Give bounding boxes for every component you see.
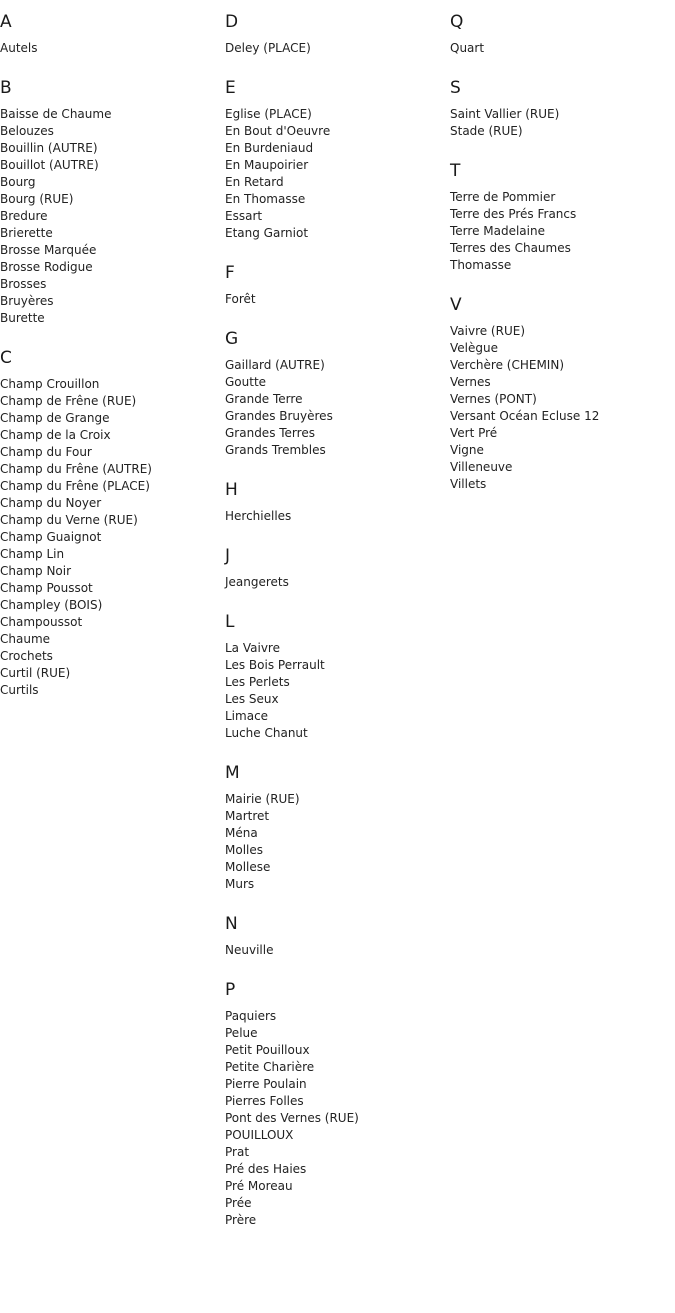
place-link[interactable]: Murs xyxy=(225,877,255,891)
letter-group xyxy=(225,610,450,742)
place-link[interactable]: Champ de Grange xyxy=(0,411,110,425)
place-link[interactable]: Champ Guaignot xyxy=(0,530,102,544)
letter-heading: Q xyxy=(450,12,464,32)
place-link[interactable]: En Burdeniaud xyxy=(225,141,314,155)
place-list xyxy=(450,40,675,57)
place-link[interactable]: Jeangerets xyxy=(225,575,289,589)
place-link[interactable]: Luche Chanut xyxy=(225,726,308,740)
letter-heading: V xyxy=(450,295,462,315)
letter-group xyxy=(225,327,450,459)
place-link[interactable]: Herchielles xyxy=(225,509,292,523)
letter-group xyxy=(225,76,450,242)
place-link[interactable]: Terre Madelaine xyxy=(450,224,545,238)
place-link[interactable]: POUILLOUX xyxy=(225,1128,294,1142)
place-link[interactable]: Versant Océan Ecluse 12 xyxy=(450,409,600,423)
place-link[interactable]: Vigne xyxy=(450,443,484,457)
place-link[interactable]: Pont des Vernes (RUE) xyxy=(225,1111,359,1125)
place-link[interactable]: Deley (PLACE) xyxy=(225,41,311,55)
place-link[interactable]: Velègue xyxy=(450,341,498,355)
place-link[interactable]: Baisse de Chaume xyxy=(0,107,112,121)
place-link[interactable]: Essart xyxy=(225,209,263,223)
place-link[interactable]: Villets xyxy=(450,477,487,491)
place-link[interactable]: Prée xyxy=(225,1196,252,1210)
place-list xyxy=(450,106,675,140)
letter-heading: M xyxy=(225,763,240,783)
place-link[interactable]: Bruyères xyxy=(0,294,54,308)
place-link[interactable]: Terre des Prés Francs xyxy=(450,207,577,221)
place-link[interactable]: Champ de la Croix xyxy=(0,428,111,442)
place-link[interactable]: Autels xyxy=(0,41,38,55)
letter-heading: P xyxy=(225,980,236,1000)
place-link[interactable]: En Maupoirier xyxy=(225,158,309,172)
place-link[interactable]: Champoussot xyxy=(0,615,83,629)
place-link[interactable]: Pelue xyxy=(225,1026,258,1040)
place-link[interactable]: En Thomasse xyxy=(225,192,306,206)
place-link[interactable]: Villeneuve xyxy=(450,460,513,474)
place-link[interactable]: Champ du Frêne (AUTRE) xyxy=(0,462,152,476)
place-link[interactable]: Prat xyxy=(225,1145,250,1159)
index-column-3 xyxy=(450,10,675,512)
place-link[interactable]: Champ Poussot xyxy=(0,581,93,595)
place-link[interactable]: Petite Charière xyxy=(225,1060,315,1074)
place-list xyxy=(225,791,450,893)
place-link[interactable]: Bredure xyxy=(0,209,48,223)
letter-group xyxy=(0,10,225,57)
place-link[interactable]: Brosse Rodigue xyxy=(0,260,93,274)
place-link[interactable]: Champ Crouillon xyxy=(0,377,100,391)
letter-group xyxy=(450,76,675,140)
place-link[interactable]: Petit Pouilloux xyxy=(225,1043,310,1057)
place-link[interactable]: Paquiers xyxy=(225,1009,277,1023)
place-link[interactable]: Grandes Bruyères xyxy=(225,409,333,423)
letter-heading: N xyxy=(225,914,238,934)
letter-group xyxy=(225,912,450,959)
place-link[interactable]: Quart xyxy=(450,41,485,55)
letter-heading: T xyxy=(450,161,461,181)
place-list xyxy=(0,40,225,57)
index-column-2 xyxy=(225,10,450,1248)
letter-heading: B xyxy=(0,78,12,98)
place-link[interactable]: Gaillard (AUTRE) xyxy=(225,358,325,372)
place-link[interactable]: Neuville xyxy=(225,943,274,957)
place-list xyxy=(450,323,675,493)
place-link[interactable]: Goutte xyxy=(225,375,267,389)
place-link[interactable]: Grands Trembles xyxy=(225,443,326,457)
letter-heading: J xyxy=(225,546,231,566)
place-link[interactable]: Bourg (RUE) xyxy=(0,192,74,206)
place-link[interactable]: Grandes Terres xyxy=(225,426,315,440)
place-link[interactable]: Vaivre (RUE) xyxy=(450,324,525,338)
place-link[interactable]: Stade (RUE) xyxy=(450,124,523,138)
place-link[interactable]: Les Perlets xyxy=(225,675,290,689)
place-link[interactable]: Bouillot (AUTRE) xyxy=(0,158,99,172)
place-link[interactable]: Champ du Verne (RUE) xyxy=(0,513,138,527)
letter-group xyxy=(450,293,675,493)
place-link[interactable]: Burette xyxy=(0,311,45,325)
letter-group xyxy=(225,478,450,525)
place-link[interactable]: Champ du Noyer xyxy=(0,496,102,510)
place-link[interactable]: Brosses xyxy=(0,277,47,291)
place-link[interactable]: Les Seux xyxy=(225,692,279,706)
place-list xyxy=(0,106,225,327)
letter-heading: D xyxy=(225,12,239,32)
letter-group xyxy=(0,346,225,699)
place-list xyxy=(225,291,450,308)
place-link[interactable]: Eglise (PLACE) xyxy=(225,107,312,121)
place-link[interactable]: Bouillin (AUTRE) xyxy=(0,141,98,155)
letter-heading: C xyxy=(0,348,12,368)
place-link[interactable]: Pierres Folles xyxy=(225,1094,304,1108)
place-link[interactable]: Champley (BOIS) xyxy=(0,598,103,612)
place-link[interactable]: Ména xyxy=(225,826,258,840)
place-link[interactable]: Chaume xyxy=(0,632,51,646)
place-list xyxy=(225,1008,450,1229)
place-link[interactable]: Mollese xyxy=(225,860,271,874)
letter-heading: H xyxy=(225,480,238,500)
place-link[interactable]: Champ du Frêne (PLACE) xyxy=(0,479,150,493)
place-list xyxy=(225,508,450,525)
letter-group xyxy=(225,978,450,1229)
place-list xyxy=(225,40,450,57)
place-list xyxy=(225,640,450,742)
letter-group xyxy=(450,159,675,274)
place-list xyxy=(225,106,450,242)
place-link[interactable]: Terre de Pommier xyxy=(450,190,556,204)
place-link[interactable]: Pierre Poulain xyxy=(225,1077,307,1091)
letter-group xyxy=(225,261,450,308)
place-link[interactable]: Etang Garniot xyxy=(225,226,309,240)
place-link[interactable]: Terres des Chaumes xyxy=(450,241,571,255)
letter-heading: A xyxy=(0,12,12,32)
place-link[interactable]: Molles xyxy=(225,843,263,857)
place-link[interactable]: Les Bois Perrault xyxy=(225,658,325,672)
place-link[interactable]: Champ du Four xyxy=(0,445,92,459)
letter-heading: L xyxy=(225,612,235,632)
place-list xyxy=(225,357,450,459)
place-link[interactable]: Grande Terre xyxy=(225,392,303,406)
place-link[interactable]: Thomasse xyxy=(450,258,512,272)
place-link[interactable]: Limace xyxy=(225,709,269,723)
place-list xyxy=(0,376,225,699)
index-column-1 xyxy=(0,10,225,718)
place-list xyxy=(225,574,450,591)
place-link[interactable]: Crochets xyxy=(0,649,53,663)
place-link[interactable]: Brosse Marquée xyxy=(0,243,97,257)
place-link[interactable]: Saint Vallier (RUE) xyxy=(450,107,560,121)
place-link[interactable]: Champ Noir xyxy=(0,564,72,578)
place-link[interactable]: Bourg xyxy=(0,175,36,189)
letter-group xyxy=(225,544,450,591)
place-link[interactable]: La Vaivre xyxy=(225,641,280,655)
letter-group xyxy=(225,10,450,57)
place-link[interactable]: En Bout d'Oeuvre xyxy=(225,124,331,138)
place-link[interactable]: Pré Moreau xyxy=(225,1179,293,1193)
place-link[interactable]: Belouzes xyxy=(0,124,54,138)
letter-heading: E xyxy=(225,78,236,98)
letter-heading: G xyxy=(225,329,239,349)
place-link[interactable]: Martret xyxy=(225,809,270,823)
letter-group xyxy=(450,10,675,57)
place-link[interactable]: Prère xyxy=(225,1213,257,1227)
place-link[interactable]: Vernes xyxy=(450,375,491,389)
place-link[interactable]: Verchère (CHEMIN) xyxy=(450,358,564,372)
place-list xyxy=(450,189,675,274)
place-link[interactable]: Forêt xyxy=(225,292,256,306)
letter-group xyxy=(225,761,450,893)
place-list xyxy=(225,942,450,959)
letter-heading: F xyxy=(225,263,235,283)
place-link[interactable]: Vert Pré xyxy=(450,426,498,440)
place-link[interactable]: En Retard xyxy=(225,175,284,189)
place-link[interactable]: Champ de Frêne (RUE) xyxy=(0,394,137,408)
place-link[interactable]: Curtils xyxy=(0,683,39,697)
letter-group xyxy=(0,76,225,327)
place-link[interactable]: Brierette xyxy=(0,226,53,240)
place-link[interactable]: Pré des Haies xyxy=(225,1162,307,1176)
letter-heading: S xyxy=(450,78,461,98)
place-link[interactable]: Vernes (PONT) xyxy=(450,392,537,406)
place-link[interactable]: Champ Lin xyxy=(0,547,65,561)
place-link[interactable]: Mairie (RUE) xyxy=(225,792,300,806)
place-link[interactable]: Curtil (RUE) xyxy=(0,666,71,680)
